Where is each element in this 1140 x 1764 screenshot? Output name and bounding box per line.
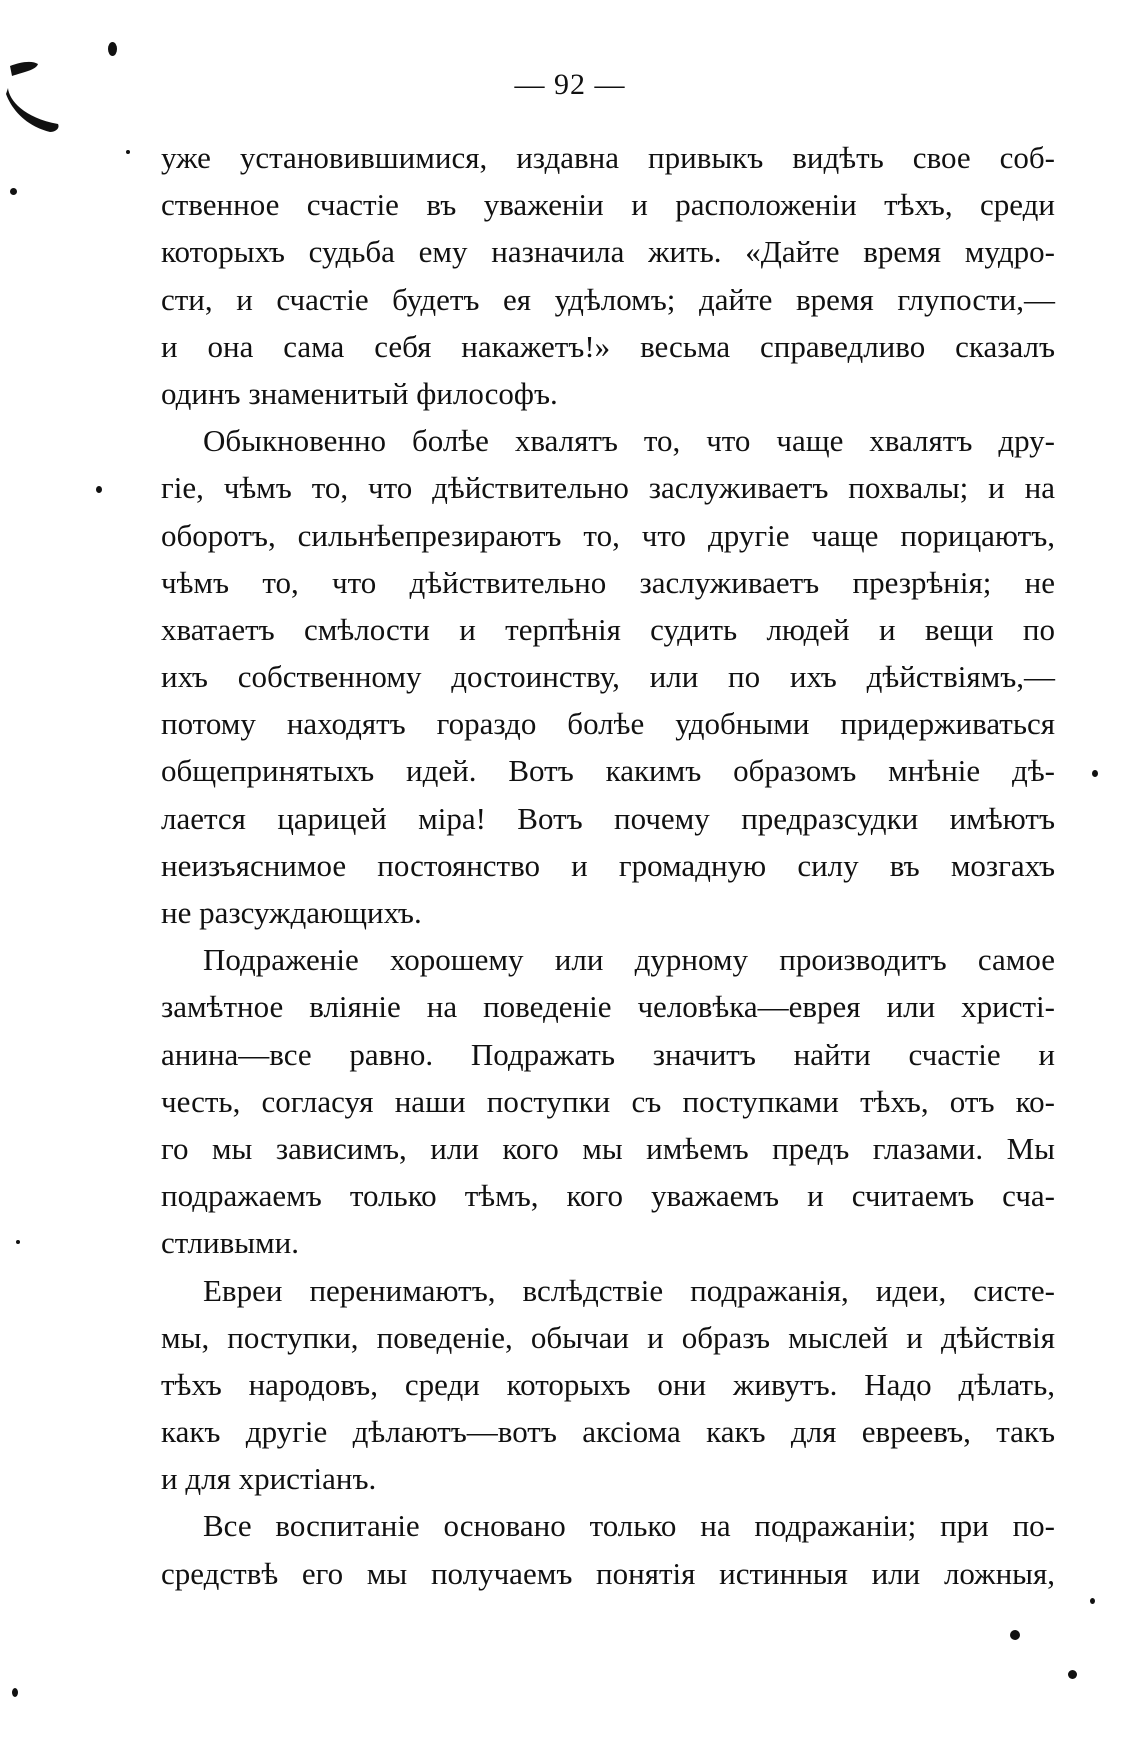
ink-blot-mark [6, 60, 64, 142]
scan-speck [1092, 770, 1098, 777]
text-line: стливыми. [161, 1225, 300, 1261]
text-line: и она сама себя накажетъ!» весьма справедливо сказалъ [161, 328, 1055, 364]
text-line: неизъяснимое постоянство и громадную силу въ мозгахъ [161, 847, 1055, 883]
scan-speck [1010, 1630, 1020, 1640]
paragraph [161, 134, 1055, 417]
text-line: сти, и счастіе будетъ ея удѣломъ; дайте время глупости,— [161, 281, 1055, 317]
text-line: чѣмъ то, что дѣйствительно заслуживаетъ презрѣнія; не [161, 564, 1055, 600]
scan-speck [96, 486, 102, 493]
text-line: хватаетъ смѣлости и терпѣнія судить людей и вещи по [161, 611, 1055, 647]
text-line: лается царицей міра! Вотъ почему предразсудки имѣютъ [161, 800, 1055, 836]
paragraph [161, 417, 1055, 936]
text-line: уже установившимися, издавна привыкъ видѣть свое соб- [161, 140, 1055, 175]
text-line: гіе, чѣмъ то, что дѣйствительно заслуживаетъ похвалы; и на [161, 470, 1055, 506]
paragraph [161, 1502, 1055, 1596]
scan-speck [16, 1240, 20, 1244]
text-line: потому находятъ гораздо болѣе удобными придерживаться [161, 706, 1055, 742]
scan-speck [1090, 1598, 1095, 1604]
text-line: Обыкновенно болѣе хвалятъ то, что чаще хвалятъ дру- [203, 423, 1055, 459]
text-line: оборотъ, сильнѣепрезираютъ то, что другіе чаще порицаютъ, [161, 517, 1055, 553]
text-line: тѣхъ народовъ, среди которыхъ они живутъ. Надо дѣлать, [161, 1366, 1055, 1402]
scan-speck [1068, 1670, 1077, 1679]
text-line: подражаемъ только тѣмъ, кого уважаемъ и считаемъ сча- [161, 1178, 1055, 1214]
text-line: какъ другіе дѣлаютъ—вотъ аксіома какъ для евреевъ, такъ [161, 1414, 1055, 1450]
scan-speck [126, 150, 130, 154]
page-number: — 92 — [514, 68, 626, 101]
scan-speck [12, 1688, 18, 1697]
paragraph [161, 1267, 1055, 1503]
text-line: мы, поступки, поведеніе, обычаи и образъ мыслей и дѣйствія [161, 1319, 1055, 1355]
text-line: и для христіанъ. [161, 1461, 377, 1497]
scan-speck [108, 42, 117, 56]
text-line: средствѣ его мы получаемъ понятія истинныя или ложныя, [161, 1555, 1055, 1591]
text-line: Евреи перенимаютъ, вслѣдствіе подражанія, идеи, систе- [203, 1272, 1055, 1308]
text-line: анина—все равно. Подражать значитъ найти счастіе и [161, 1036, 1055, 1072]
text-line: которыхъ судьба ему назначила жить. «Дайте время мудро- [161, 234, 1055, 270]
paragraph [161, 936, 1055, 1266]
text-line: го мы зависимъ, или кого мы имѣемъ предъ глазами. Мы [161, 1130, 1055, 1166]
text-line: Подраженіе хорошему или дурному производитъ самое [203, 942, 1055, 978]
scan-speck [10, 188, 17, 195]
text-line: замѣтное вліяніе на поведеніе человѣка—еврея или христі- [161, 989, 1055, 1025]
text-line: одинъ знаменитый философъ. [161, 375, 558, 411]
text-line: ихъ собственному достоинству, или по ихъ дѣйствіямъ,— [161, 659, 1055, 695]
text-line: честь, согласуя наши поступки съ поступками тѣхъ, отъ ко- [161, 1083, 1055, 1119]
text-line: не разсуждающихъ. [161, 895, 422, 930]
text-body [161, 134, 1055, 1597]
text-line: Все воспитаніе основано только на подражаніи; при по- [203, 1508, 1055, 1544]
text-line: общепринятыхъ идей. Вотъ какимъ образомъ мнѣніе дѣ- [161, 753, 1055, 789]
text-line: ственное счастіе въ уваженіи и расположеніи тѣхъ, среди [161, 187, 1055, 223]
